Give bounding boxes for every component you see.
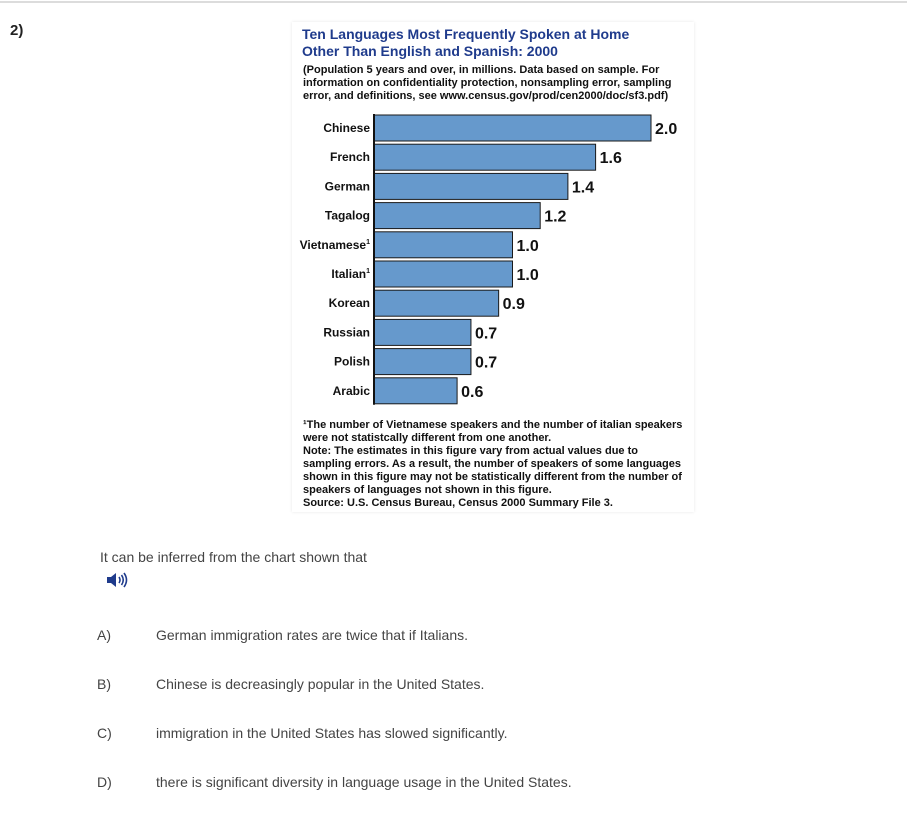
chart-title-line: Ten Languages Most Frequently Spoken at Home bbox=[302, 26, 630, 42]
chart-subtitle bbox=[303, 64, 683, 103]
data-label: 1.4 bbox=[571, 179, 595, 197]
bar bbox=[374, 173, 568, 199]
category-label: Russian bbox=[323, 325, 370, 340]
option-letter: B) bbox=[97, 676, 111, 692]
top-divider bbox=[0, 1, 907, 3]
chart-title bbox=[302, 26, 682, 60]
option-letter: D) bbox=[97, 774, 112, 790]
bar bbox=[374, 378, 457, 404]
category-label: Arabic bbox=[332, 383, 370, 398]
data-label: 1.2 bbox=[544, 208, 567, 226]
category-label: Italian$^1$ bbox=[331, 267, 370, 281]
data-label: 0.9 bbox=[502, 296, 525, 314]
data-label: 1.0 bbox=[516, 237, 539, 255]
speaker-icon[interactable] bbox=[106, 571, 128, 589]
data-label: 0.7 bbox=[474, 325, 498, 343]
category-label: Vietnamese$^1$ bbox=[299, 237, 370, 252]
bar bbox=[374, 349, 471, 375]
option-text: German immigration rates are twice that if Italians. bbox=[156, 627, 469, 643]
option-text: there is significant diversity in language usage in the United States. bbox=[156, 774, 572, 790]
data-label: 0.6 bbox=[461, 383, 484, 401]
bar bbox=[374, 144, 596, 170]
chart-note-line: were not statistcally different from one another. bbox=[303, 432, 552, 444]
chart-title-line: Other Than English and Spanish: 2000 bbox=[302, 43, 558, 59]
question-stem: It can be inferred from the chart shown that bbox=[100, 549, 367, 565]
bar-chart bbox=[292, 107, 694, 412]
chart-note-line: Source: U.S. Census Bureau, Census 2000 Summary File 3. bbox=[303, 497, 613, 509]
bar bbox=[374, 232, 513, 258]
category-label: Chinese bbox=[323, 121, 370, 135]
chart-note-line: speakers of languages not shown in this figure. bbox=[303, 484, 552, 496]
category-label: Tagalog bbox=[324, 208, 370, 223]
category-label: Korean bbox=[328, 296, 370, 311]
question-number: 2) bbox=[10, 22, 24, 39]
chart-note-line: sampling errors. As a result, the number of speakers of some languages bbox=[303, 458, 681, 470]
bar bbox=[374, 203, 540, 229]
bar bbox=[374, 319, 471, 345]
bar bbox=[374, 261, 513, 287]
data-label: 1.6 bbox=[599, 150, 622, 168]
chart-figure bbox=[292, 22, 694, 512]
category-label: Polish bbox=[333, 354, 370, 369]
chart-subtitle-line: (Population 5 years and over, in millions. Data based on sample. For bbox=[303, 64, 660, 76]
chart-note-line: ¹The number of Vietnamese speakers and the number of italian speakers bbox=[303, 419, 683, 431]
option-letter: A) bbox=[97, 627, 111, 643]
bar bbox=[374, 290, 499, 316]
data-label: 0.7 bbox=[474, 354, 498, 372]
chart-notes bbox=[303, 419, 688, 510]
data-label: 1.0 bbox=[516, 267, 539, 284]
option-letter: C) bbox=[97, 725, 112, 741]
bar bbox=[374, 115, 651, 141]
data-label: 2.0 bbox=[655, 121, 678, 138]
option-text: immigration in the United States has slowed significantly. bbox=[156, 725, 508, 741]
category-label: German bbox=[324, 179, 370, 194]
option-text: Chinese is decreasingly popular in the United States. bbox=[156, 676, 485, 692]
chart-subtitle-line: error, and definitions, see www.census.gov/prod/cen2000/doc/sf3.pdf) bbox=[303, 90, 669, 102]
chart-note-line: Note: The estimates in this figure vary from actual values due to bbox=[303, 445, 638, 457]
chart-note-line: shown in this figure may not be statistically different from the number of bbox=[303, 471, 682, 483]
chart-subtitle-line: information on confidentiality protection, nonsampling error, sampling bbox=[303, 77, 672, 89]
category-label: French bbox=[329, 150, 370, 165]
